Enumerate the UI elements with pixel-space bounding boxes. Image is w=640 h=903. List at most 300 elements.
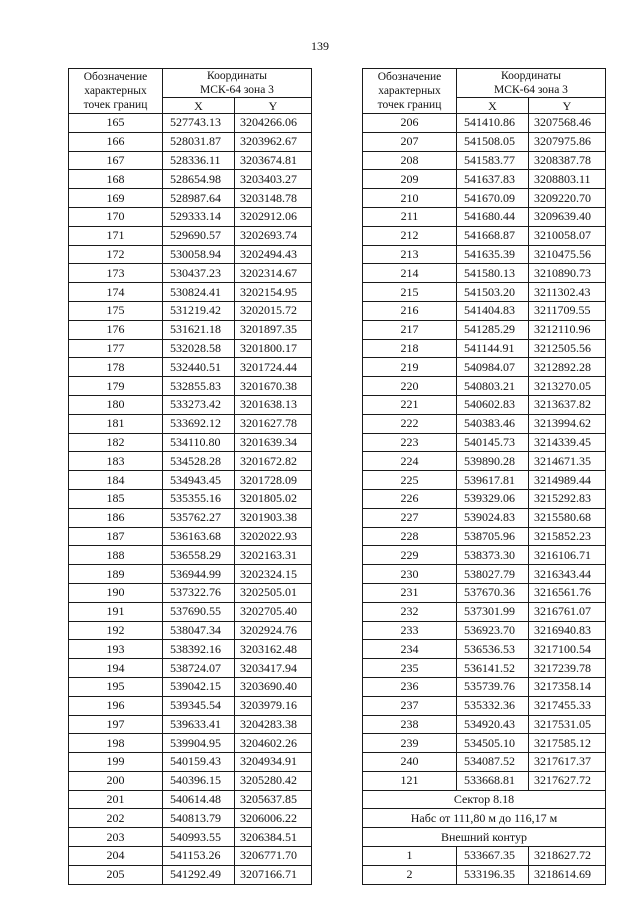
y-coordinate-cell: 3204266.06 [235, 114, 312, 133]
point-number-cell: 229 [363, 546, 457, 565]
point-number-cell: 174 [69, 283, 163, 302]
x-coordinate-cell: 538705.96 [457, 527, 529, 546]
x-coordinate-cell: 540383.46 [457, 414, 529, 433]
y-coordinate-cell: 3204934.91 [235, 753, 312, 772]
y-coordinate-cell: 3201670.38 [235, 377, 312, 396]
table-row [69, 283, 312, 302]
y-coordinate-cell: 3217239.78 [529, 659, 606, 678]
x-coordinate-cell: 541285.29 [457, 320, 529, 339]
point-number-cell: 218 [363, 339, 457, 358]
x-coordinate-cell: 541503.20 [457, 283, 529, 302]
y-coordinate-cell: 3210890.73 [529, 264, 606, 283]
x-coordinate-cell: 533692.12 [163, 414, 235, 433]
point-number-cell: 171 [69, 226, 163, 245]
x-coordinate-cell: 539345.54 [163, 696, 235, 715]
point-number-cell: 207 [363, 132, 457, 151]
table-row [363, 264, 606, 283]
x-coordinate-cell: 541410.86 [457, 114, 529, 133]
point-number-cell: 166 [69, 132, 163, 151]
point-number-cell: 216 [363, 301, 457, 320]
point-label-line-1: Обозначение [83, 71, 148, 83]
x-coordinate-cell: 536944.99 [163, 565, 235, 584]
x-coordinate-cell: 540614.48 [163, 790, 235, 809]
y-coordinate-cell: 3206771.70 [235, 847, 312, 866]
sector-range: Набс от 111,80 м до 116,17 м [363, 809, 606, 828]
point-number-cell: 210 [363, 189, 457, 208]
table-row [69, 358, 312, 377]
table-row [363, 508, 606, 527]
y-coordinate-cell: 3202154.95 [235, 283, 312, 302]
table-row [363, 847, 606, 866]
point-number-cell: 224 [363, 452, 457, 471]
point-number-cell: 239 [363, 734, 457, 753]
point-number-cell: 230 [363, 565, 457, 584]
point-number-cell: 209 [363, 170, 457, 189]
table-row [363, 151, 606, 170]
y-coordinate-cell: 3206006.22 [235, 809, 312, 828]
y-coordinate-cell: 3205637.85 [235, 790, 312, 809]
y-coordinate-cell: 3215292.83 [529, 489, 606, 508]
x-coordinate-cell: 531621.18 [163, 320, 235, 339]
y-coordinate-cell: 3211302.43 [529, 283, 606, 302]
point-number-cell: 181 [69, 414, 163, 433]
y-coordinate-cell: 3202494.43 [235, 245, 312, 264]
x-coordinate-cell: 540993.55 [163, 828, 235, 847]
table-row [69, 207, 312, 226]
table-row [69, 189, 312, 208]
x-coordinate-cell: 528654.98 [163, 170, 235, 189]
point-number-cell: 205 [69, 865, 163, 884]
sector-title: Сектор 8.18 [363, 790, 606, 809]
table-row [363, 715, 606, 734]
point-number-cell: 217 [363, 320, 457, 339]
point-number-cell: 170 [69, 207, 163, 226]
table-row [363, 414, 606, 433]
table-row [363, 527, 606, 546]
y-coordinate-cell: 3204283.38 [235, 715, 312, 734]
point-number-cell: 228 [363, 527, 457, 546]
table-row [363, 677, 606, 696]
table-row [363, 339, 606, 358]
y-coordinate-cell: 3202163.31 [235, 546, 312, 565]
x-coordinate-cell: 540813.79 [163, 809, 235, 828]
point-label-line-1: Обозначение [377, 71, 442, 83]
x-coordinate-cell: 528336.11 [163, 151, 235, 170]
point-number-cell: 168 [69, 170, 163, 189]
table-row [363, 452, 606, 471]
y-coordinate-cell: 3214989.44 [529, 471, 606, 490]
point-number-cell: 2 [363, 865, 457, 884]
y-coordinate-cell: 3211709.55 [529, 301, 606, 320]
y-coordinate-cell: 3207166.71 [235, 865, 312, 884]
point-number-cell: 169 [69, 189, 163, 208]
x-coordinate-cell: 527743.13 [163, 114, 235, 133]
x-coordinate-cell: 540396.15 [163, 771, 235, 790]
table-row [363, 283, 606, 302]
y-coordinate-cell: 3202912.06 [235, 207, 312, 226]
point-number-cell: 175 [69, 301, 163, 320]
point-number-cell: 237 [363, 696, 457, 715]
x-coordinate-cell: 533667.35 [457, 847, 529, 866]
table-row [69, 828, 312, 847]
table-row [363, 602, 606, 621]
x-coordinate-cell: 541670.09 [457, 189, 529, 208]
y-coordinate-cell: 3216561.76 [529, 583, 606, 602]
point-number-cell: 185 [69, 489, 163, 508]
x-coordinate-cell: 537301.99 [457, 602, 529, 621]
y-coordinate-cell: 3217627.72 [529, 771, 606, 790]
point-number-cell: 186 [69, 508, 163, 527]
point-number-cell: 220 [363, 377, 457, 396]
x-coordinate-cell: 540145.73 [457, 433, 529, 452]
table-row [363, 395, 606, 414]
x-coordinate-cell: 530437.23 [163, 264, 235, 283]
y-coordinate-cell: 3217455.33 [529, 696, 606, 715]
point-number-cell: 203 [69, 828, 163, 847]
point-number-cell: 221 [363, 395, 457, 414]
y-coordinate-cell: 3207975.86 [529, 132, 606, 151]
x-coordinate-cell: 536558.29 [163, 546, 235, 565]
table-row [363, 753, 606, 772]
x-coordinate-cell: 536536.53 [457, 640, 529, 659]
outer-contour-label: Внешний контур [363, 828, 606, 847]
x-coordinate-cell: 539617.81 [457, 471, 529, 490]
x-coordinate-cell: 541637.83 [457, 170, 529, 189]
table-row [69, 264, 312, 283]
table-row [363, 207, 606, 226]
table-row [363, 170, 606, 189]
point-number-cell: 189 [69, 565, 163, 584]
y-coordinate-cell: 3216343.44 [529, 565, 606, 584]
y-header: Y [529, 98, 606, 114]
y-coordinate-cell: 3201672.82 [235, 452, 312, 471]
table-row [69, 320, 312, 339]
x-coordinate-cell: 532028.58 [163, 339, 235, 358]
point-number-cell: 213 [363, 245, 457, 264]
y-coordinate-cell: 3203148.78 [235, 189, 312, 208]
x-coordinate-cell: 541404.83 [457, 301, 529, 320]
point-number-cell: 226 [363, 489, 457, 508]
point-number-cell: 232 [363, 602, 457, 621]
point-number-cell: 191 [69, 602, 163, 621]
x-coordinate-cell: 541153.26 [163, 847, 235, 866]
y-coordinate-cell: 3215852.23 [529, 527, 606, 546]
x-coordinate-cell: 538373.30 [457, 546, 529, 565]
x-coordinate-cell: 529690.57 [163, 226, 235, 245]
point-number-cell: 219 [363, 358, 457, 377]
table-row [69, 621, 312, 640]
coordinates-label-line-2: МСК-64 зона 3 [200, 84, 274, 96]
table-row [363, 114, 606, 133]
y-coordinate-cell: 3203162.48 [235, 640, 312, 659]
coordinates-header [163, 69, 312, 98]
y-coordinate-cell: 3213270.05 [529, 377, 606, 396]
x-coordinate-cell: 535762.27 [163, 508, 235, 527]
table-row [363, 696, 606, 715]
x-coordinate-cell: 540159.43 [163, 753, 235, 772]
x-coordinate-cell: 541292.49 [163, 865, 235, 884]
y-coordinate-cell: 3212110.96 [529, 320, 606, 339]
y-coordinate-cell: 3202022.93 [235, 527, 312, 546]
y-coordinate-cell: 3203417.94 [235, 659, 312, 678]
table-row [363, 583, 606, 602]
x-coordinate-cell: 528031.87 [163, 132, 235, 151]
table-row [363, 546, 606, 565]
point-number-cell: 195 [69, 677, 163, 696]
y-coordinate-cell: 3203674.81 [235, 151, 312, 170]
x-coordinate-cell: 538047.34 [163, 621, 235, 640]
point-number-cell: 198 [69, 734, 163, 753]
point-number-cell: 225 [363, 471, 457, 490]
sector-block [363, 790, 606, 846]
x-coordinate-cell: 538392.16 [163, 640, 235, 659]
table-row [69, 546, 312, 565]
point-number-cell: 188 [69, 546, 163, 565]
point-number-cell: 214 [363, 264, 457, 283]
table-row [363, 471, 606, 490]
y-coordinate-cell: 3212892.28 [529, 358, 606, 377]
x-coordinate-cell: 535355.16 [163, 489, 235, 508]
table-row [69, 696, 312, 715]
table-row [69, 640, 312, 659]
coordinates-label-line-1: Координаты [207, 70, 267, 82]
y-coordinate-cell: 3216761.07 [529, 602, 606, 621]
x-coordinate-cell: 536163.68 [163, 527, 235, 546]
y-coordinate-cell: 3209639.40 [529, 207, 606, 226]
y-coordinate-cell: 3201627.78 [235, 414, 312, 433]
y-coordinate-cell: 3217358.14 [529, 677, 606, 696]
y-coordinate-cell: 3202505.01 [235, 583, 312, 602]
y-coordinate-cell: 3206384.51 [235, 828, 312, 847]
table-row [363, 565, 606, 584]
x-coordinate-cell: 531219.42 [163, 301, 235, 320]
right-table-body [363, 114, 606, 791]
coordinates-table-left [68, 68, 312, 885]
y-coordinate-cell: 3208387.78 [529, 151, 606, 170]
table-row [363, 640, 606, 659]
y-coordinate-cell: 3213637.82 [529, 395, 606, 414]
coordinates-label-line-2: МСК-64 зона 3 [494, 84, 568, 96]
x-coordinate-cell: 533273.42 [163, 395, 235, 414]
y-coordinate-cell: 3203979.16 [235, 696, 312, 715]
point-number-cell: 200 [69, 771, 163, 790]
table-row [69, 734, 312, 753]
table-row [69, 583, 312, 602]
x-header: X [457, 98, 529, 114]
y-coordinate-cell: 3217585.12 [529, 734, 606, 753]
x-coordinate-cell: 540803.21 [457, 377, 529, 396]
y-coordinate-cell: 3218614.69 [529, 865, 606, 884]
x-coordinate-cell: 541668.87 [457, 226, 529, 245]
table-row [69, 809, 312, 828]
y-coordinate-cell: 3215580.68 [529, 508, 606, 527]
point-label-header [363, 69, 457, 114]
y-coordinate-cell: 3202924.76 [235, 621, 312, 640]
y-coordinate-cell: 3201639.34 [235, 433, 312, 452]
table-row [363, 189, 606, 208]
point-number-cell: 192 [69, 621, 163, 640]
x-coordinate-cell: 532855.83 [163, 377, 235, 396]
x-coordinate-cell: 537670.36 [457, 583, 529, 602]
x-coordinate-cell: 534110.80 [163, 433, 235, 452]
table-row [69, 395, 312, 414]
table-row [363, 433, 606, 452]
point-number-cell: 204 [69, 847, 163, 866]
point-number-cell: 238 [363, 715, 457, 734]
contour-table-body [363, 847, 606, 885]
table-row [363, 659, 606, 678]
point-label-line-3: точек границ [83, 99, 148, 111]
y-coordinate-cell: 3203962.67 [235, 132, 312, 151]
x-coordinate-cell: 540984.07 [457, 358, 529, 377]
point-number-cell: 236 [363, 677, 457, 696]
x-coordinate-cell: 533196.35 [457, 865, 529, 884]
point-number-cell: 178 [69, 358, 163, 377]
x-coordinate-cell: 538724.07 [163, 659, 235, 678]
table-row [69, 847, 312, 866]
x-coordinate-cell: 539329.06 [457, 489, 529, 508]
x-coordinate-cell: 537690.55 [163, 602, 235, 621]
x-coordinate-cell: 541635.39 [457, 245, 529, 264]
x-coordinate-cell: 541580.13 [457, 264, 529, 283]
page-number: 139 [311, 39, 329, 53]
point-number-cell: 187 [69, 527, 163, 546]
point-number-cell: 211 [363, 207, 457, 226]
point-number-cell: 183 [69, 452, 163, 471]
point-number-cell: 190 [69, 583, 163, 602]
point-number-cell: 165 [69, 114, 163, 133]
point-number-cell: 184 [69, 471, 163, 490]
x-coordinate-cell: 540602.83 [457, 395, 529, 414]
x-coordinate-cell: 534920.43 [457, 715, 529, 734]
point-number-cell: 223 [363, 433, 457, 452]
y-coordinate-cell: 3210058.07 [529, 226, 606, 245]
table-row [363, 771, 606, 790]
table-row [363, 734, 606, 753]
table-row [363, 132, 606, 151]
point-number-cell: 227 [363, 508, 457, 527]
x-header: X [163, 98, 235, 114]
y-coordinate-cell: 3204602.26 [235, 734, 312, 753]
point-number-cell: 199 [69, 753, 163, 772]
x-coordinate-cell: 541680.44 [457, 207, 529, 226]
table-row [69, 151, 312, 170]
point-number-cell: 194 [69, 659, 163, 678]
point-number-cell: 206 [363, 114, 457, 133]
point-number-cell: 173 [69, 264, 163, 283]
x-coordinate-cell: 530824.41 [163, 283, 235, 302]
coordinates-header [457, 69, 606, 98]
table-row [69, 433, 312, 452]
table-row [69, 753, 312, 772]
point-number-cell: 208 [363, 151, 457, 170]
x-coordinate-cell: 536923.70 [457, 621, 529, 640]
table-row [69, 414, 312, 433]
y-coordinate-cell: 3214339.45 [529, 433, 606, 452]
table-row [363, 489, 606, 508]
point-number-cell: 234 [363, 640, 457, 659]
point-number-cell: 212 [363, 226, 457, 245]
x-coordinate-cell: 529333.14 [163, 207, 235, 226]
x-coordinate-cell: 536141.52 [457, 659, 529, 678]
y-coordinate-cell: 3201903.38 [235, 508, 312, 527]
y-coordinate-cell: 3203403.27 [235, 170, 312, 189]
y-header: Y [235, 98, 312, 114]
table-row [363, 226, 606, 245]
y-coordinate-cell: 3217617.37 [529, 753, 606, 772]
x-coordinate-cell: 539904.95 [163, 734, 235, 753]
point-number-cell: 121 [363, 771, 457, 790]
y-coordinate-cell: 3213994.62 [529, 414, 606, 433]
x-coordinate-cell: 528987.64 [163, 189, 235, 208]
table-row [69, 865, 312, 884]
x-coordinate-cell: 534943.45 [163, 471, 235, 490]
x-coordinate-cell: 538027.79 [457, 565, 529, 584]
y-coordinate-cell: 3205280.42 [235, 771, 312, 790]
point-number-cell: 240 [363, 753, 457, 772]
point-label-line-2: характерных [84, 85, 147, 97]
table-row [69, 489, 312, 508]
x-coordinate-cell: 539042.15 [163, 677, 235, 696]
y-coordinate-cell: 3201800.17 [235, 339, 312, 358]
table-row [363, 621, 606, 640]
point-number-cell: 172 [69, 245, 163, 264]
y-coordinate-cell: 3208803.11 [529, 170, 606, 189]
point-number-cell: 197 [69, 715, 163, 734]
x-coordinate-cell: 539633.41 [163, 715, 235, 734]
table-row [363, 301, 606, 320]
y-coordinate-cell: 3216106.71 [529, 546, 606, 565]
y-coordinate-cell: 3201724.44 [235, 358, 312, 377]
table-row [69, 677, 312, 696]
y-coordinate-cell: 3212505.56 [529, 339, 606, 358]
y-coordinate-cell: 3216940.83 [529, 621, 606, 640]
point-number-cell: 235 [363, 659, 457, 678]
table-row [69, 715, 312, 734]
point-number-cell: 196 [69, 696, 163, 715]
table-row [69, 527, 312, 546]
x-coordinate-cell: 541508.05 [457, 132, 529, 151]
point-number-cell: 222 [363, 414, 457, 433]
left-table-body [69, 114, 312, 885]
point-number-cell: 201 [69, 790, 163, 809]
y-coordinate-cell: 3202015.72 [235, 301, 312, 320]
y-coordinate-cell: 3201728.09 [235, 471, 312, 490]
table-row [69, 471, 312, 490]
table-row [69, 377, 312, 396]
x-coordinate-cell: 539890.28 [457, 452, 529, 471]
point-number-cell: 176 [69, 320, 163, 339]
table-row [363, 377, 606, 396]
y-coordinate-cell: 3210475.56 [529, 245, 606, 264]
y-coordinate-cell: 3202314.67 [235, 264, 312, 283]
x-coordinate-cell: 534505.10 [457, 734, 529, 753]
x-coordinate-cell: 541144.91 [457, 339, 529, 358]
table-row [69, 245, 312, 264]
point-number-cell: 177 [69, 339, 163, 358]
table-row [69, 226, 312, 245]
table-row [363, 320, 606, 339]
point-number-cell: 202 [69, 809, 163, 828]
table-row [69, 790, 312, 809]
point-number-cell: 180 [69, 395, 163, 414]
x-coordinate-cell: 539024.83 [457, 508, 529, 527]
x-coordinate-cell: 534528.28 [163, 452, 235, 471]
table-row [69, 602, 312, 621]
y-coordinate-cell: 3202693.74 [235, 226, 312, 245]
point-number-cell: 179 [69, 377, 163, 396]
table-row [363, 865, 606, 884]
